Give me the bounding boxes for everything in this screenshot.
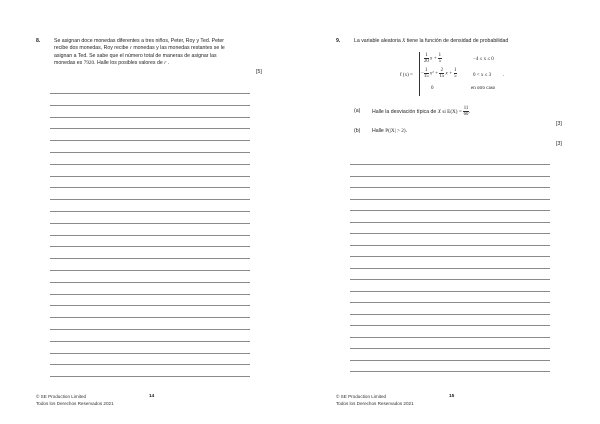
answer-line [50,246,250,247]
answer-line [350,360,550,361]
answer-line [50,329,250,330]
answer-line [50,258,250,259]
answer-line [50,199,250,200]
question-8-line-2: recibe dos monedas, Roy recibe r monedas y las monedas restantes se le [54,45,225,52]
answer-line [50,223,250,224]
piecewise-end: . [503,73,505,78]
piece-3-condition: en otro caso [471,86,496,91]
question-8-number: 8. [36,38,41,44]
right-page [300,0,600,424]
answer-line [350,268,550,269]
fx-label: f (x) = [400,73,413,78]
part-b-text: Halle P(|X| > 2). [372,128,408,134]
answer-line [50,282,250,283]
piece-1-condition: −4 ≤ x ≤ 0 [473,57,494,62]
answer-line [350,348,550,349]
footer-left [36,394,114,407]
answer-line [50,211,250,212]
answer-line [350,222,550,223]
answer-line [50,117,250,118]
variable-r: r [129,45,132,52]
answer-line [350,176,550,177]
answer-line [350,233,550,234]
question-8-line-1: Se asignan doce monedas diferentes a tres niños, Peter, Roy y Ted. Peter [54,38,225,44]
question-9-number: 9. [336,38,341,44]
part-b-label: (b) [354,128,361,134]
part-b-marks: [3] [556,141,562,147]
answer-lines-left [50,93,250,383]
answer-line [350,164,550,165]
answer-line [50,152,250,153]
page-number-left: 14 [149,394,155,399]
question-9-intro: La variable aleatoria X tiene la función de densidad de probabilidad [354,38,509,44]
answer-line [50,93,250,94]
rights-right: Todos los Derechos Reservados 2021 [336,400,414,406]
answer-line [50,317,250,318]
answer-line [350,302,550,303]
answer-line [350,279,550,280]
question-8-line-3: asignan a Ted. Se sabe que el número total de maneras de asignar las [54,52,217,59]
answer-line [350,314,550,315]
answer-line [50,294,250,295]
part-a-marks: [3] [556,121,562,127]
answer-line [50,364,250,365]
total-ways: 7920 [83,59,95,66]
answer-line [350,187,550,188]
answer-line [350,256,550,257]
piece-1-expr: $\frac{1}{20}$ x + $\frac{1}{5}$ [424,53,442,64]
piece-2-expr: − $\frac{1}{15}$ x² + $\frac{2}{15}$ x + $\frac{1}{5}$ [421,68,457,79]
answer-line [50,235,250,236]
answer-line [350,371,550,372]
answer-line [350,337,550,338]
part-a-label: (a) [354,108,361,114]
part-a-text: Halle la desviación típica de X si E(X) = $\frac{11}{60}$ . [372,106,471,117]
answer-line [50,353,250,354]
answer-line [350,199,550,200]
answer-line [350,325,550,326]
answer-line [50,105,250,106]
footer-right [336,394,414,407]
piece-2-condition: 0 < x ≤ 3 [473,73,492,78]
question-8-marks: [5] [256,69,262,75]
answer-line [50,140,250,141]
page-number-right: 15 [449,394,455,399]
question-8-text [54,38,266,67]
answer-line [50,128,250,129]
piecewise-brace [419,52,420,96]
answer-line [50,164,250,165]
answer-line [350,210,550,211]
answer-line [50,376,250,377]
rights-left: Todos los Derechos Reservados 2021 [36,400,114,406]
answer-line [50,176,250,177]
question-8-line-4: monedas es 7920. Halle los posibles valores de r . [54,59,170,66]
answer-line [50,341,250,342]
answer-line [50,270,250,271]
piece-3-value: 0 [431,86,434,91]
copyright-right: © SE Production Limited [336,394,387,399]
answer-line [350,245,550,246]
copyright-left: © SE Production Limited [36,394,87,399]
answer-lines-right [350,164,550,379]
answer-line [50,305,250,306]
answer-line [350,291,550,292]
answer-line [50,187,250,188]
